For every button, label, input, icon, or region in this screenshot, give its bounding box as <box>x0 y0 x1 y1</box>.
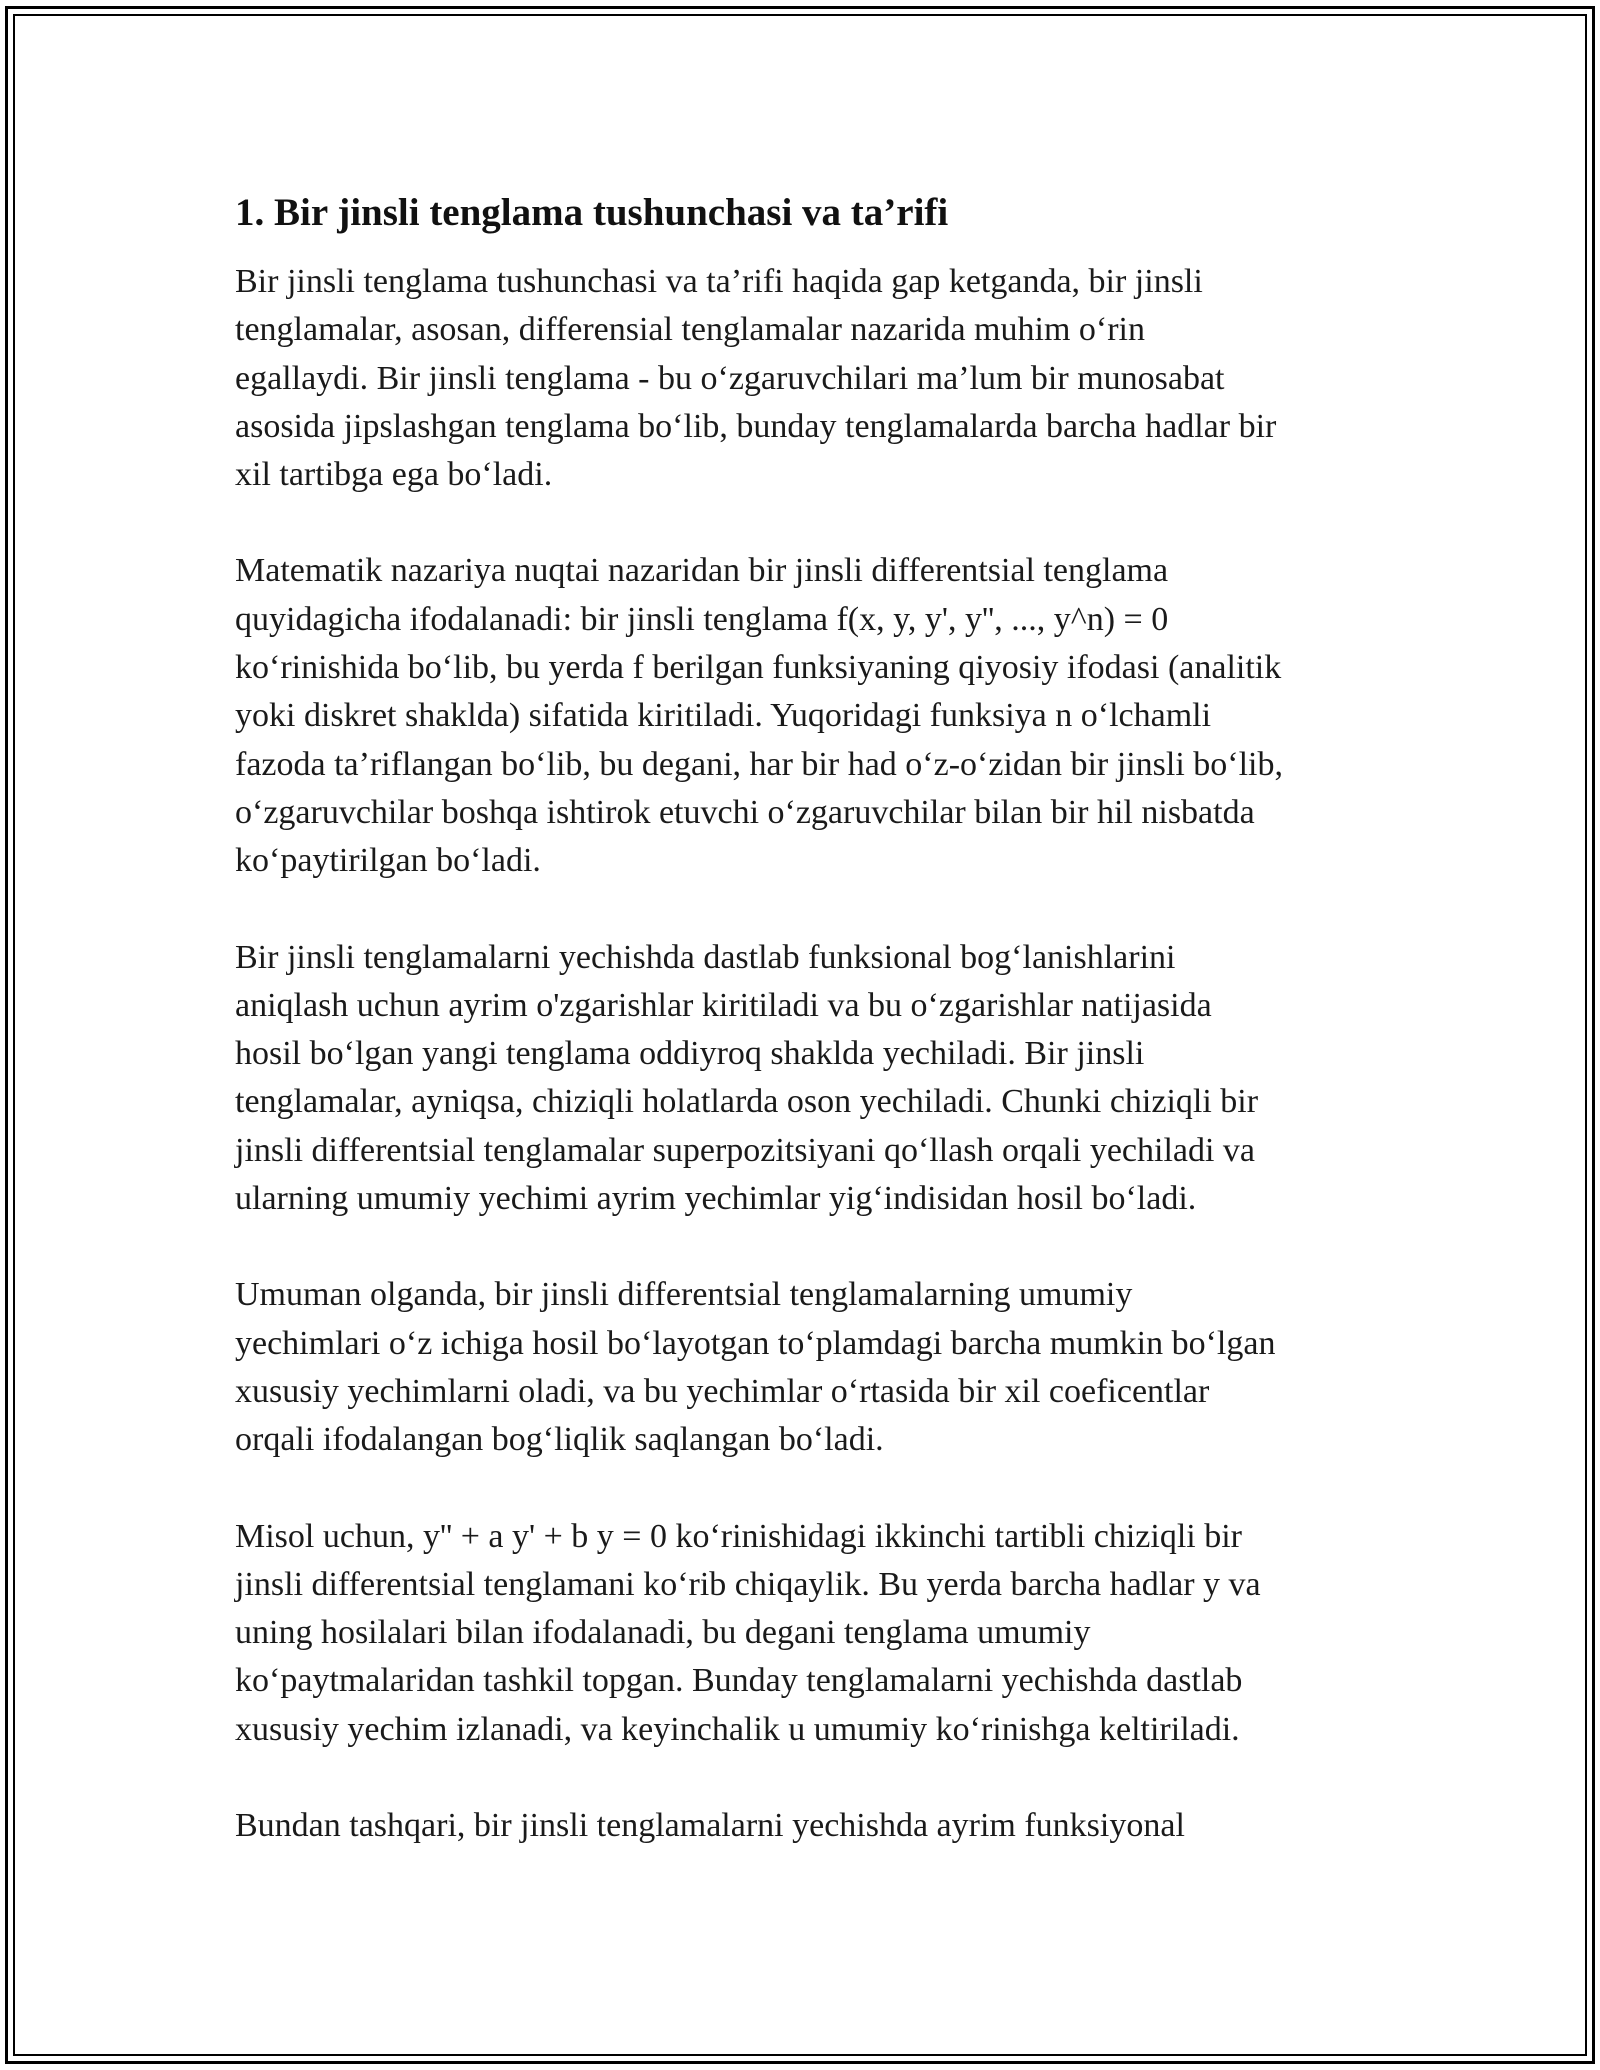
paragraph-line: Misol uchun, y'' + a y' + b y = 0 ko‘rinishidagi ikkinchi tartibli chiziqli bir <box>235 1517 1243 1555</box>
paragraph-line: jinsli differentsial tenglamani ko‘rib chiqaylik. Bu yerda barcha hadlar y va <box>235 1565 1261 1603</box>
section-heading: 1. Bir jinsli tenglama tushunchasi va ta’rifi <box>235 191 949 234</box>
paragraph-list <box>235 258 1385 1850</box>
paragraph-line: egallaydi. Bir jinsli tenglama - bu o‘zgaruvchilari ma’lum bir munosabat <box>235 359 1225 397</box>
paragraph-line: ko‘paytmalaridan tashkil topgan. Bunday tenglamalarni yechishda dastlab <box>235 1662 1243 1700</box>
paragraph <box>235 258 1385 499</box>
paragraph-line: o‘zgaruvchilar boshqa ishtirok etuvchi o‘zgaruvchilar bilan bir hil nisbatda <box>235 793 1255 831</box>
paragraph-line: ko‘rinishida bo‘lib, bu yerda f berilgan funksiyaning qiyosiy ifodasi (analitik <box>235 649 1282 687</box>
paragraph-line: quyidagicha ifodalanadi: bir jinsli tenglama f(x, y, y', y'', ..., y^n) = 0 <box>235 600 1169 638</box>
paragraph-line: Bir jinsli tenglama tushunchasi va ta’rifi haqida gap ketganda, bir jinsli <box>235 263 1203 300</box>
paragraph-line: hosil bo‘lgan yangi tenglama oddiyroq shaklda yechiladi. Bir jinsli <box>235 1035 1145 1073</box>
paragraph <box>235 1513 1385 1754</box>
paragraph-line: ko‘paytirilgan bo‘ladi. <box>235 842 541 880</box>
paragraph-line: asosida jipslashgan tenglama bo‘lib, bunday tenglamalarda barcha hadlar bir <box>235 407 1277 445</box>
paragraph-line: Bir jinsli tenglamalarni yechishda dastlab funksional bog‘lanishlarini <box>235 938 1176 976</box>
paragraph-line: tenglamalar, ayniqsa, chiziqli holatlarda oson yechiladi. Chunki chiziqli bir <box>235 1083 1259 1121</box>
paragraph-line: uning hosilalari bilan ifodalanadi, bu degani tenglama umumiy <box>235 1614 1091 1652</box>
paragraph-line: ularning umumiy yechimi ayrim yechimlar yig‘indisidan hosil bo‘ladi. <box>235 1180 1197 1218</box>
paragraph <box>235 1271 1385 1464</box>
paragraph-line: jinsli differentsial tenglamalar superpozitsiyani qo‘llash orqali yechiladi va <box>235 1131 1256 1169</box>
paragraph-line: orqali ifodalangan bog‘liqlik saqlangan bo‘ladi. <box>235 1421 884 1459</box>
paragraph-line: aniqlash uchun ayrim o'zgarishlar kiritiladi va bu o‘zgarishlar natijasida <box>235 986 1212 1024</box>
paragraph-line: yechimlari o‘z ichiga hosil bo‘layotgan to‘plamdagi barcha mumkin bo‘lgan <box>235 1324 1276 1362</box>
paragraph <box>235 1802 1385 1850</box>
paragraph-line: yoki diskret shaklda) sifatida kiritiladi. Yuqoridagi funksiya n o‘lchamli <box>235 697 1212 735</box>
paragraph-line: xil tartibga ega bo‘ladi. <box>235 456 553 494</box>
document-body <box>235 188 1385 1898</box>
paragraph-line: Matematik nazariya nuqtai nazaridan bir jinsli differentsial tenglama <box>235 552 1169 590</box>
paragraph <box>235 934 1385 1224</box>
paragraph-line: xususiy yechim izlanadi, va keyinchalik u umumiy ko‘rinishga keltiriladi. <box>235 1710 1240 1748</box>
paragraph-line: Umuman olganda, bir jinsli differentsial tenglamalarning umumiy <box>235 1276 1133 1314</box>
paragraph-line: xususiy yechimlarni oladi, va bu yechimlar o‘rtasida bir xil coeficentlar <box>235 1372 1210 1410</box>
paragraph-line: Bundan tashqari, bir jinsli tenglamalarni yechishda ayrim funksiyonal <box>235 1807 1185 1845</box>
paragraph <box>235 547 1385 885</box>
paragraph-line: tenglamalar, asosan, differensial tenglamalar nazarida muhim o‘rin <box>235 311 1145 349</box>
paragraph-line: fazoda ta’riflangan bo‘lib, bu degani, har bir had o‘z-o‘zidan bir jinsli bo‘lib, <box>235 745 1283 783</box>
